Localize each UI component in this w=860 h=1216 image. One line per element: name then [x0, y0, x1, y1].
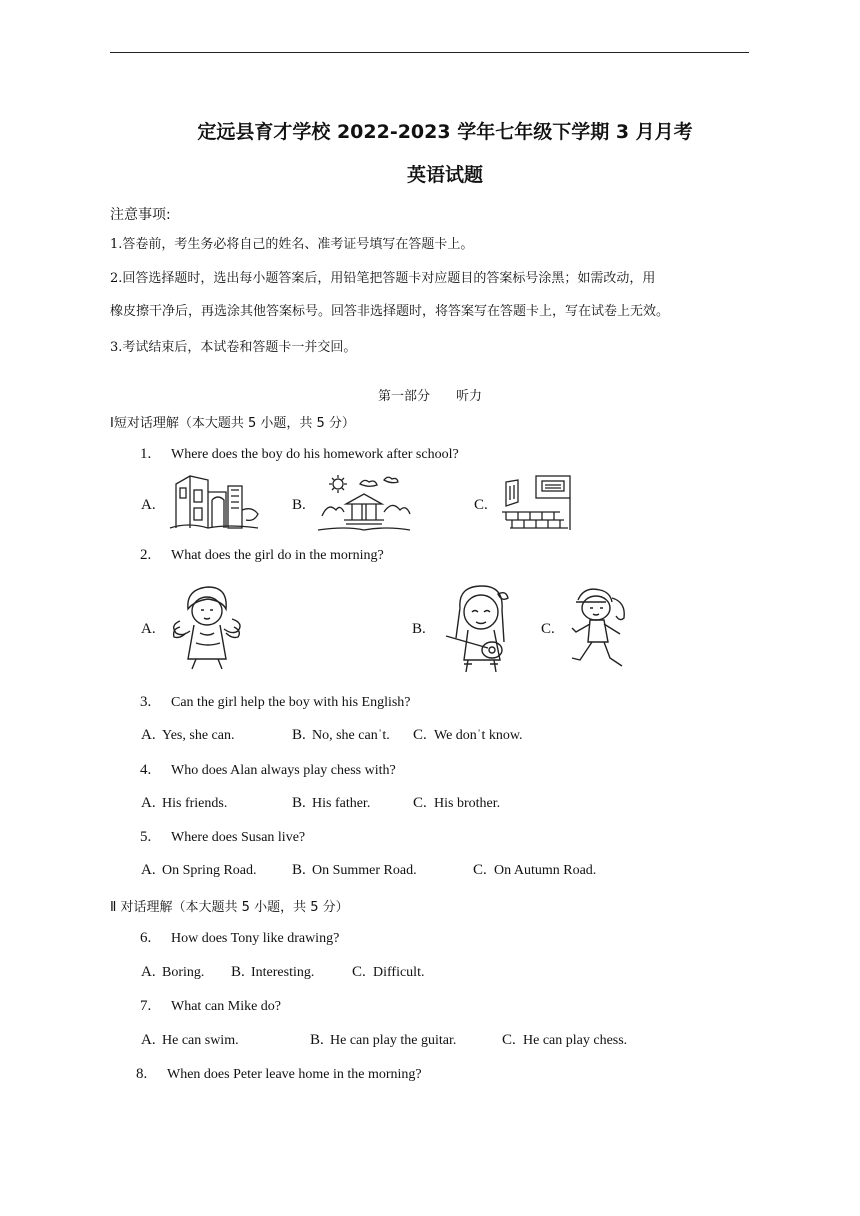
classroom-icon: [496, 472, 576, 534]
option-label: A.: [141, 497, 156, 513]
option-label: A.: [141, 795, 156, 811]
note-item: 3.考试结束后，本试卷和答题卡一并交回。: [110, 340, 357, 355]
question-text: How does Tony like drawing?: [171, 931, 340, 946]
girl-running-icon: [568, 584, 632, 674]
option-label: C.: [502, 1032, 516, 1048]
option-text: His friends.: [162, 796, 228, 811]
question-number: 2.: [140, 547, 152, 563]
option-text: Yes, she can.: [162, 728, 235, 743]
note-item: 1.答卷前，考生务必将自己的姓名、准考证号填写在答题卡上。: [110, 237, 474, 252]
option-text: He can play chess.: [523, 1033, 628, 1048]
option-label: B.: [412, 621, 426, 637]
option-label: A.: [141, 621, 156, 637]
option-label: C.: [413, 795, 427, 811]
question-number: 8.: [136, 1066, 148, 1082]
question-text: Where does the boy do his homework after school?: [171, 447, 459, 462]
option-label: A.: [141, 964, 156, 980]
exam-subtitle: 英语试题: [406, 164, 483, 186]
question-number: 5.: [140, 829, 152, 845]
question-text: When does Peter leave home in the morning?: [167, 1067, 422, 1082]
question-text: What does the girl do in the morning?: [171, 548, 384, 563]
option-text: He can swim.: [162, 1033, 239, 1048]
note-item: 2.回答选择题时，选出每小题答案后，用铅笔把答题卡对应题目的答案标号涂黑；如需改动，用: [110, 271, 656, 286]
header-rule: [110, 52, 749, 53]
option-label: C.: [473, 862, 487, 878]
option-text: Difficult.: [373, 965, 425, 980]
option-text: Interesting.: [251, 965, 315, 980]
question-number: 3.: [140, 694, 152, 710]
option-label: C.: [541, 621, 555, 637]
question-text: Where does Susan live?: [171, 830, 306, 845]
option-label: B.: [231, 964, 245, 980]
park-pavilion-icon: [316, 474, 412, 534]
notes-heading: 注意事项:: [110, 207, 171, 223]
option-text: We donˈt know.: [434, 728, 523, 743]
question-number: 6.: [140, 930, 152, 946]
question-text: Can the girl help the boy with his English?: [171, 695, 411, 710]
part-title: 第一部分 听力: [377, 389, 482, 404]
option-text: He can play the guitar.: [330, 1033, 457, 1048]
option-label: C.: [352, 964, 366, 980]
option-text: On Autumn Road.: [494, 863, 597, 878]
option-text: No, she canˈt.: [312, 728, 390, 743]
option-label: A.: [141, 1032, 156, 1048]
question-text: Who does Alan always play chess with?: [171, 763, 396, 778]
option-label: C.: [413, 727, 427, 743]
library-building-icon: [168, 470, 260, 532]
option-text: His brother.: [434, 796, 501, 811]
note-item: 橡皮擦干净后，再选涂其他答案标号。回答非选择题时，将答案写在答题卡上，写在试卷上无效。: [110, 304, 670, 319]
question-number: 7.: [140, 998, 152, 1014]
option-text: His father.: [312, 796, 371, 811]
option-text: On Summer Road.: [312, 863, 417, 878]
option-label: B.: [292, 727, 306, 743]
option-label: B.: [310, 1032, 324, 1048]
option-label: B.: [292, 862, 306, 878]
section-heading: Ⅰ短对话理解（本大题共 5 小题，共 5 分）: [110, 416, 355, 431]
option-label: C.: [474, 497, 488, 513]
girl-waking-icon: [166, 583, 252, 673]
question-number: 4.: [140, 762, 152, 778]
option-label: B.: [292, 795, 306, 811]
option-label: A.: [141, 727, 156, 743]
option-label: B.: [292, 497, 306, 513]
question-text: What can Mike do?: [171, 999, 282, 1014]
section-heading: Ⅱ 对话理解（本大题共 5 小题，共 5 分）: [110, 900, 349, 915]
option-text: Boring.: [162, 965, 205, 980]
girl-guitar-icon: [442, 582, 520, 674]
exam-title: 定远县育才学校 2022-2023 学年七年级下学期 3 月月考: [197, 121, 693, 143]
question-number: 1.: [140, 446, 152, 462]
option-label: A.: [141, 862, 156, 878]
option-text: On Spring Road.: [162, 863, 257, 878]
